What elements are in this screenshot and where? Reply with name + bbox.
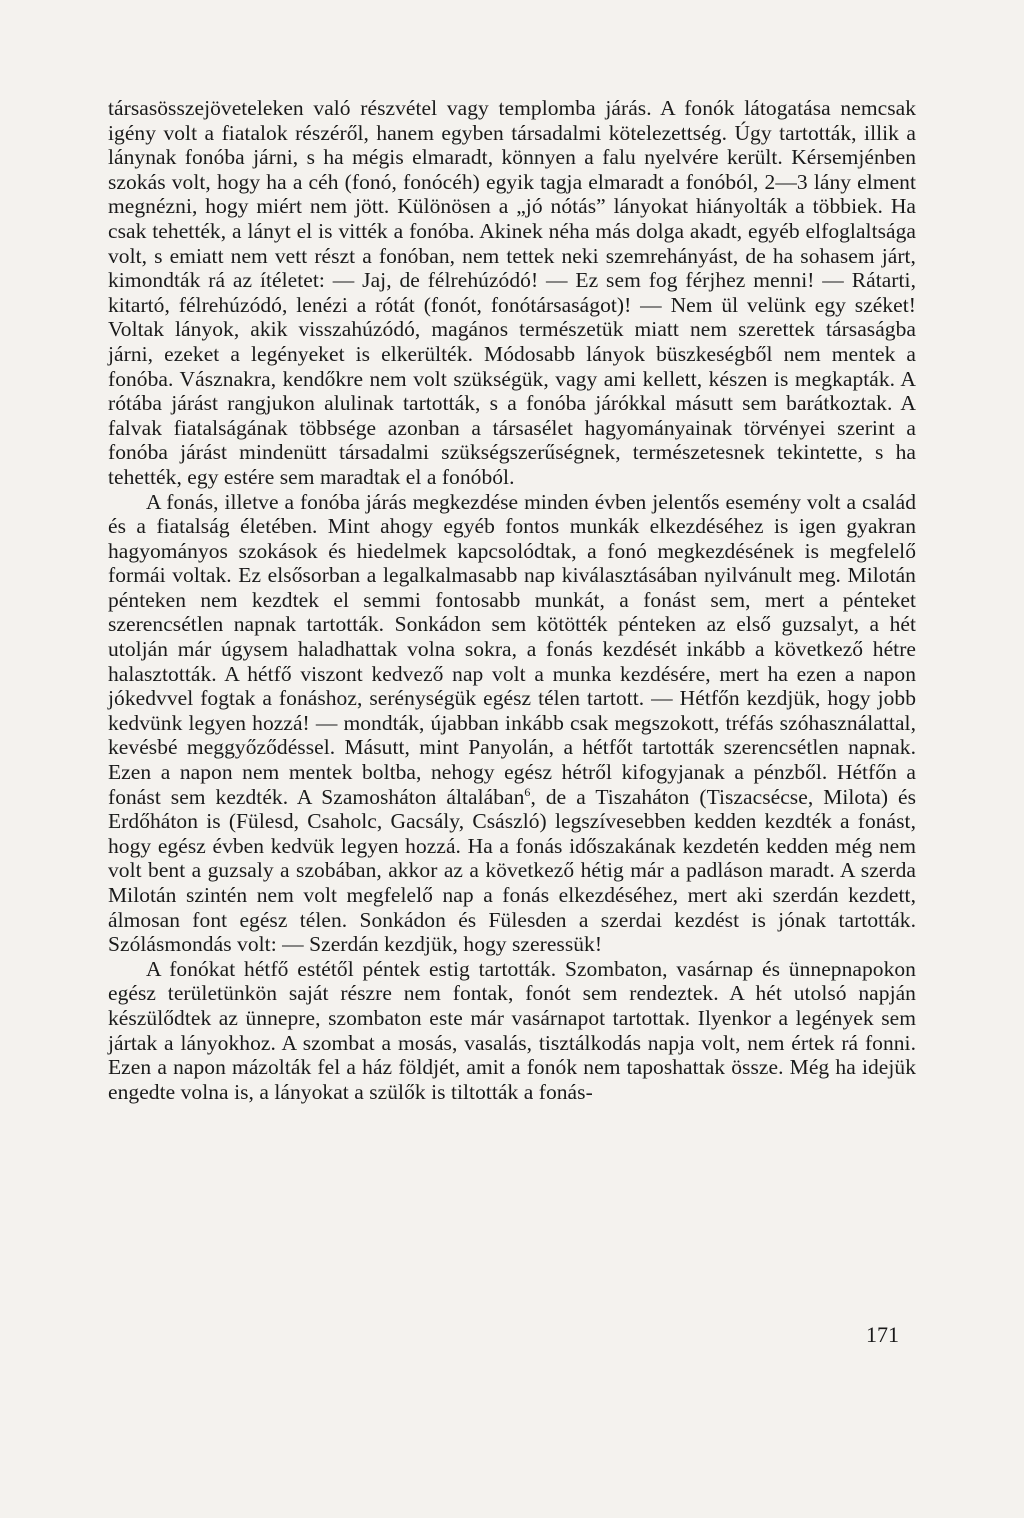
footnote-reference: 6 — [524, 784, 531, 799]
paragraph-2 — [108, 490, 916, 957]
paragraph-3: A fonókat hétfő estétől péntek estig tartották. Szombaton, vasárnap és ünnepnapokon egész területünkön saját részre nem fontak, fonót sem rendeztek. A hét utolsó napján készülődtek az ünnepre, szombaton este már vasárnapot tartottak. Ilyenkor a legények sem jártak a lányokhoz. A szombat a mosás, vasalás, tisztálkodás napja volt, nem értek rá fonni. Ezen a napon mázolták fel a ház földjét, amit a fonók nem taposhattak össze. Még ha idejük engedte volna is, a lányokat a szülők is tiltották a fonás- — [108, 956, 916, 1104]
paragraph-2-text-a: A fonás, illetve a fonóba járás megkezdése minden évben jelentős esemény volt a család és a fiatalság életében. Mint ahogy egyéb fontos munkák elkezdéséhez is igen gyakran hagyományos szokások és hiedelmek kapcsolódtak, a fonó megkezdésének is megfelelő formái voltak. Ez elsősorban a legalkalmasabb nap kiválasztásában nyilvánult meg. Milotán pénteken nem kezdtek el semmi fontosabb munkát, a fonást sem, mert a pénteket szerencsétlen napnak tartották. Sonkádon sem kötötték pénteken az első guzsalyt, a hét utolján már úgysem haladhattak volna sokra, a fonás kezdését inkább a következő hétre halasztották. A hétfő viszont kedvező nap volt a munka kezdésére, mert ha ezen a napon jókedvvel fogtak a fonáshoz, serénységük egész télen tartott. — Hétfőn kezdjük, hogy jobb kedvünk legyen hozzá! — mondták, újabban inkább csak megszokott, tréfás szóhasználattal, kevésbé meggyőződéssel. Másutt, mint Panyolán, a hétfőt tartották szerencsétlen napnak. Ezen a napon nem mentek boltba, nehogy egész hétről kifogyjanak a pénzből. Hétfőn a fonást sem kezdték. A Szamosháton általában — [108, 489, 916, 809]
page-number: 171 — [866, 1322, 899, 1347]
page-body — [108, 96, 916, 1104]
paragraph-2-text-b: , de a Tiszaháton (Tiszacsécse, Milota) és Erdőháton is (Fülesd, Csaholc, Gacsály, Császló) legszívesebben kedden kezdték a fonást, hogy egész évben kedvük legyen hozzá. Ha a fonás időszakának kezdetén kedden még nem volt bent a guzsaly a szobában, akkor az a következő hétig már a padláson maradt. A szerda Milotán szintén nem volt megfelelő nap a fonás elkezdéséhez, mert aki szerdán kezdett, álmosan font egész télen. Sonkádon és Fülesden a szerdai kezdést is jónak tartották. Szólásmondás volt: — Szerdán kezdjük, hogy szeressük! — [108, 784, 916, 957]
paragraph-1: társasösszejöveteleken való részvétel vagy templomba járás. A fonók látogatása nemcsak igény volt a fiatalok részéről, hanem egyben társadalmi kötelezettség. Úgy tartották, illik a lánynak fonóba járni, s ha mégis elmaradt, könnyen a falu nyelvére került. Kérsemjénben szokás volt, hogy ha a céh (fonó, fonócéh) egyik tagja elmaradt a fonóból, 2—3 lány elment megnézni, hogy miért nem jött. Különösen a „jó nótás” lányokat hiányolták a többiek. Ha csak tehették, a lányt el is vitték a fonóba. Akinek néha más dolga akadt, egyéb elfoglaltsága volt, s emiatt nem vett részt a fonóban, nem tettek neki szemrehányást, de ha sohasem járt, kimondták rá az ítéletet: — Jaj, de félrehúzódó! — Ez sem fog férjhez menni! — Rátarti, kitartó, félrehúzódó, lenézi a rótát (fonót, fonótársaságot)! — Nem ül velünk egy széket! Voltak lányok, akik visszahúzódó, magános természetük miatt nem szerettek társaságba járni, ezeket a legényeket is elkerülték. Módosabb lányok büszkeségből nem mentek a fonóba. Vásznakra, kendőkre nem volt szükségük, vagy ami kellett, készen is megkapták. A rótába járást rangjukon alulinak tartották, s a fonóba járókkal másutt sem barátkoztak. A falvak fiatalságának többsége azonban a társasélet hagyományainak törvényei szerint a fonóba járást mindenütt társadalmi szükségszerűségnek, természetesnek tekintette, s ha tehették, egy estére sem maradtak el a fonóból. — [108, 96, 916, 489]
